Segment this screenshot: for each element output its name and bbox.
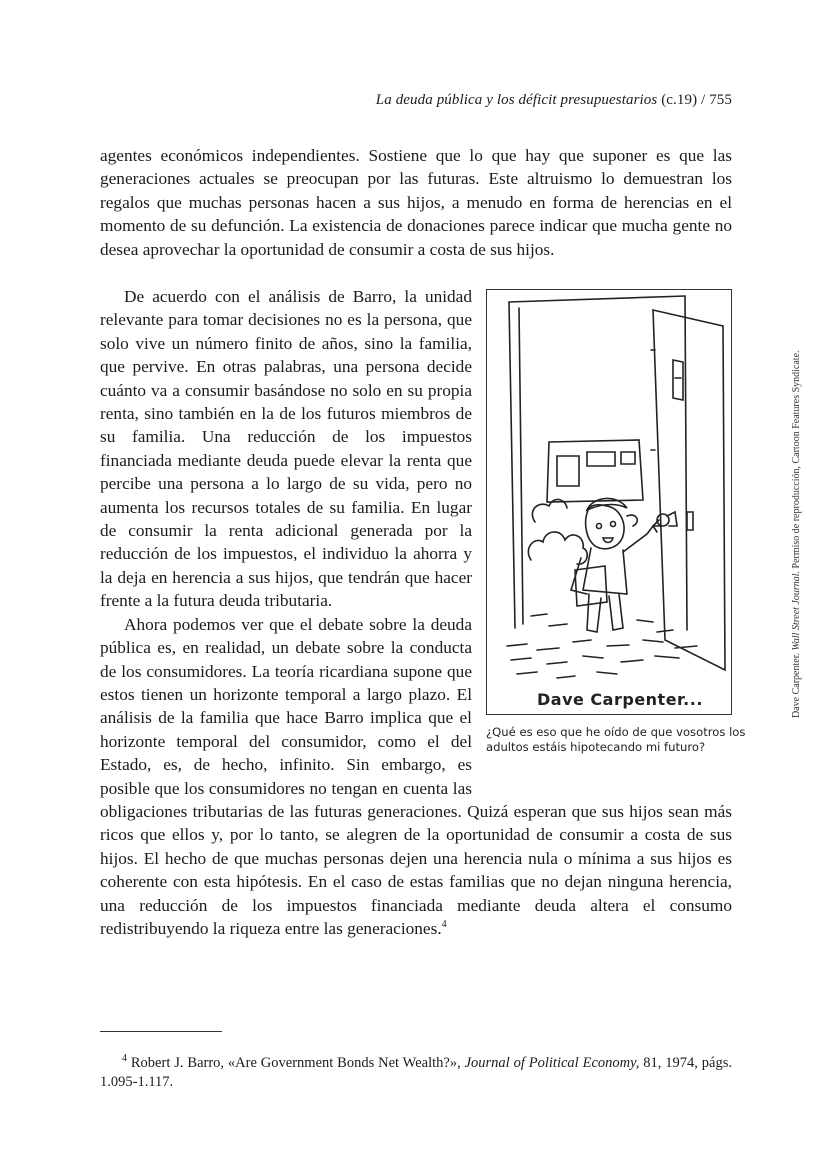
credit-author: Dave Carpenter. — [791, 653, 802, 718]
cartoon-signature: Dave Carpenter... — [537, 690, 703, 709]
running-head — [100, 92, 732, 109]
page-number: 755 — [709, 92, 732, 108]
credit-source: Wall Street Journal. — [791, 570, 802, 651]
footnote-number: 4 — [122, 1052, 127, 1064]
running-head-title: La deuda pública y los déficit presupuestarios — [375, 92, 658, 108]
footnote-reference: 4 — [441, 919, 447, 931]
text-with-figure — [100, 285, 746, 940]
running-head-separator: / — [701, 92, 706, 108]
cartoon-figure — [486, 285, 746, 797]
running-head-chapter: (c.19) — [661, 92, 698, 108]
cartoon-caption: ¿Qué es eso que he oído de que vosotros los adultos estáis hipotecando mi futuro? — [486, 725, 746, 754]
paragraph-2: De acuerdo con el análisis de Barro, la unidad relevante para tomar decisiones no es la persona, que solo vive un número finito de años, sino la familia, que pervive. En otras palabras, una persona decide cuánto va a consumir basándose no solo en su propia renta, sino también en la de los futuros miembros de su familia. Una reducción de los impuestos financiada mediante deuda puede elevar la renta que percibe una persona a lo largo de su vida, pero no aumenta los recursos totales de su familia. En lugar de consumir la renta adicional generada por la reducción de los impuestos, el individuo la ahorra y la deja en herencia a sus hijos, que tendrán que hacer frente a la futura deuda tributaria. — [100, 287, 472, 611]
credit-rest: Permiso de reproducción, Cartoon Features Syndicate. — [791, 350, 802, 569]
footnote — [100, 1054, 732, 1092]
cartoon-credit — [791, 350, 802, 718]
paragraph-3-text: Ahora podemos ver que el debate sobre la deuda pública es, en realidad, un debate sobre la conducta de los consumidores. La teoría ricardiana supone que estos tienen un horizonte temporal a largo plazo. El análisis de la familia que hace Barro implica que el horizonte temporal del consumidor, como el del Estado, es, de hecho, infinito. Sin embargo, es posible que los consumidores no tengan en cuenta las obligaciones tributarias de las futuras generaciones. Quizá esperan que sus hijos sean más ricos que ellos y, por lo tanto, se alegren de la oportunidad de consumir a costa de sus hijos. El hecho de que muchas personas dejen una herencia nula o mínima a sus hijos es coherente con esta hipótesis. En el caso de estas familias que no dejan ninguna herencia, una reducción de los impuestos financiada mediante deuda altera el consumo redistribuyendo la riqueza entre las generaciones. — [100, 614, 732, 938]
footnote-details: 81, 1974, págs. 1.095-1.117. — [100, 1054, 732, 1090]
paragraph-1: agentes económicos independientes. Sostiene que lo que hay que suponer es que las generaciones actuales se preocupan por las futuras. Este altruismo lo demuestran los regalos que muchas personas hacen a sus hijos, a menudo en forma de herencias en el momento de su defunción. La existencia de donaciones parece indicar que mucha gente no desea aprovechar la oportunidad de consumir a costa de sus hijos. — [100, 146, 732, 259]
footnote-rule — [100, 1031, 222, 1032]
cartoon-drawing — [487, 290, 733, 716]
cartoon-image — [486, 289, 732, 715]
footnote-author: Robert J. Barro, «Are Government Bonds Net Wealth?», — [130, 1054, 461, 1071]
footnote-journal: Journal of Political Economy, — [464, 1054, 640, 1071]
